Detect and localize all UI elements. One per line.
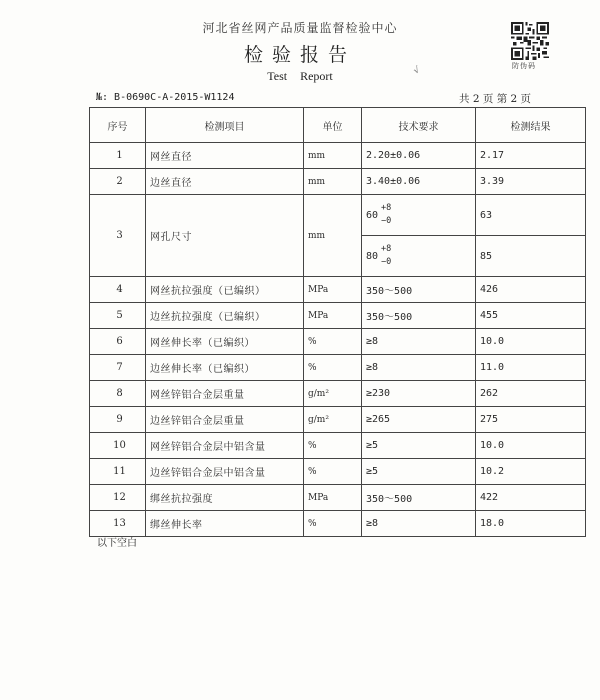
table-row — [90, 485, 586, 511]
result: 10.0 — [476, 433, 586, 459]
page-info: 共 2 页 第 2 页 — [459, 93, 532, 105]
requirement: ≥230 — [362, 381, 476, 407]
column-header-item: 检测项目 — [146, 108, 304, 143]
handwritten-mark: √ — [412, 65, 422, 77]
result: 10.0 — [476, 329, 586, 355]
requirement: 350～500 — [362, 485, 476, 511]
result: 85 — [476, 236, 586, 277]
requirement: 350～500 — [362, 303, 476, 329]
requirement: 350～500 — [362, 277, 476, 303]
unit: g/m² — [304, 381, 362, 407]
test-item: 网丝锌铝合金层中铝含量 — [146, 433, 304, 459]
unit: MPa — [304, 277, 362, 303]
unit: % — [304, 355, 362, 381]
unit: mm — [304, 169, 362, 195]
test-item: 网丝锌铝合金层重量 — [146, 381, 304, 407]
qr-code-icon — [511, 22, 549, 60]
test-item: 边丝直径 — [146, 169, 304, 195]
table-row — [90, 195, 586, 236]
column-header-no: 序号 — [90, 108, 146, 143]
row-number: 8 — [90, 381, 146, 407]
test-item: 网丝伸长率（已编织） — [146, 329, 304, 355]
result: 262 — [476, 381, 586, 407]
tolerance-stack — [381, 202, 391, 228]
test-item: 绑丝抗拉强度 — [146, 485, 304, 511]
table-row — [90, 381, 586, 407]
table-row — [90, 433, 586, 459]
table-header-row — [90, 108, 586, 143]
result: 3.39 — [476, 169, 586, 195]
result: 63 — [476, 195, 586, 236]
test-item: 边丝锌铝合金层中铝含量 — [146, 459, 304, 485]
table-row — [90, 329, 586, 355]
test-item: 网丝直径 — [146, 143, 304, 169]
tolerance-base: 80 — [366, 250, 379, 262]
unit: % — [304, 433, 362, 459]
row-number: 11 — [90, 459, 146, 485]
row-number: 10 — [90, 433, 146, 459]
row-number: 12 — [90, 485, 146, 511]
requirement — [362, 195, 476, 236]
tolerance-base: 60 — [366, 209, 379, 221]
test-item: 网丝抗拉强度（已编织） — [146, 277, 304, 303]
qr-caption: 防伪码 — [512, 62, 536, 70]
result: 275 — [476, 407, 586, 433]
organization-name: 河北省丝网产品质量监督检验中心 — [202, 21, 398, 35]
test-item: 边丝抗拉强度（已编织） — [146, 303, 304, 329]
unit: % — [304, 459, 362, 485]
table-row — [90, 511, 586, 537]
requirement: ≥8 — [362, 511, 476, 537]
result: 422 — [476, 485, 586, 511]
table-row — [90, 277, 586, 303]
unit: mm — [304, 143, 362, 169]
report-number: №: B-0690C-A-2015-W1124 — [96, 92, 235, 103]
requirement: 3.40±0.06 — [362, 169, 476, 195]
test-item: 边丝锌铝合金层重量 — [146, 407, 304, 433]
column-header-unit: 单位 — [304, 108, 362, 143]
requirement: ≥8 — [362, 355, 476, 381]
result: 2.17 — [476, 143, 586, 169]
tolerance-value — [366, 202, 391, 228]
result: 11.0 — [476, 355, 586, 381]
result: 10.2 — [476, 459, 586, 485]
table-row — [90, 459, 586, 485]
requirement: 2.20±0.06 — [362, 143, 476, 169]
requirement: ≥5 — [362, 433, 476, 459]
row-number: 7 — [90, 355, 146, 381]
table-row — [90, 407, 586, 433]
test-item: 边丝伸长率（已编织） — [146, 355, 304, 381]
tolerance-upper: +8 — [381, 244, 392, 254]
table-row — [90, 143, 586, 169]
row-number: 3 — [90, 195, 146, 277]
unit: mm — [304, 195, 362, 277]
unit: g/m² — [304, 407, 362, 433]
tolerance-lower: −0 — [381, 257, 392, 267]
requirement: ≥8 — [362, 329, 476, 355]
unit: % — [304, 329, 362, 355]
tolerance-lower: −0 — [381, 216, 392, 226]
requirement — [362, 236, 476, 277]
row-number: 2 — [90, 169, 146, 195]
unit: MPa — [304, 303, 362, 329]
row-number: 9 — [90, 407, 146, 433]
unit: MPa — [304, 485, 362, 511]
row-number: 1 — [90, 143, 146, 169]
row-number: 6 — [90, 329, 146, 355]
tolerance-upper: +8 — [381, 203, 392, 213]
end-of-report-note: 以下空白 — [97, 538, 137, 549]
result: 18.0 — [476, 511, 586, 537]
table-row — [90, 303, 586, 329]
requirement: ≥265 — [362, 407, 476, 433]
tolerance-value — [366, 243, 391, 269]
table-row — [90, 355, 586, 381]
test-results-table — [89, 107, 586, 537]
unit: % — [304, 511, 362, 537]
column-header-requirement: 技术要求 — [362, 108, 476, 143]
report-subtitle: Test Report — [267, 69, 333, 83]
result: 426 — [476, 277, 586, 303]
tolerance-stack — [381, 243, 391, 269]
report-title: 检验报告 — [243, 44, 356, 66]
row-number: 13 — [90, 511, 146, 537]
test-item: 网孔尺寸 — [146, 195, 304, 277]
row-number: 5 — [90, 303, 146, 329]
row-number: 4 — [90, 277, 146, 303]
requirement: ≥5 — [362, 459, 476, 485]
test-item: 绑丝伸长率 — [146, 511, 304, 537]
result: 455 — [476, 303, 586, 329]
column-header-result: 检测结果 — [476, 108, 586, 143]
table-row — [90, 169, 586, 195]
